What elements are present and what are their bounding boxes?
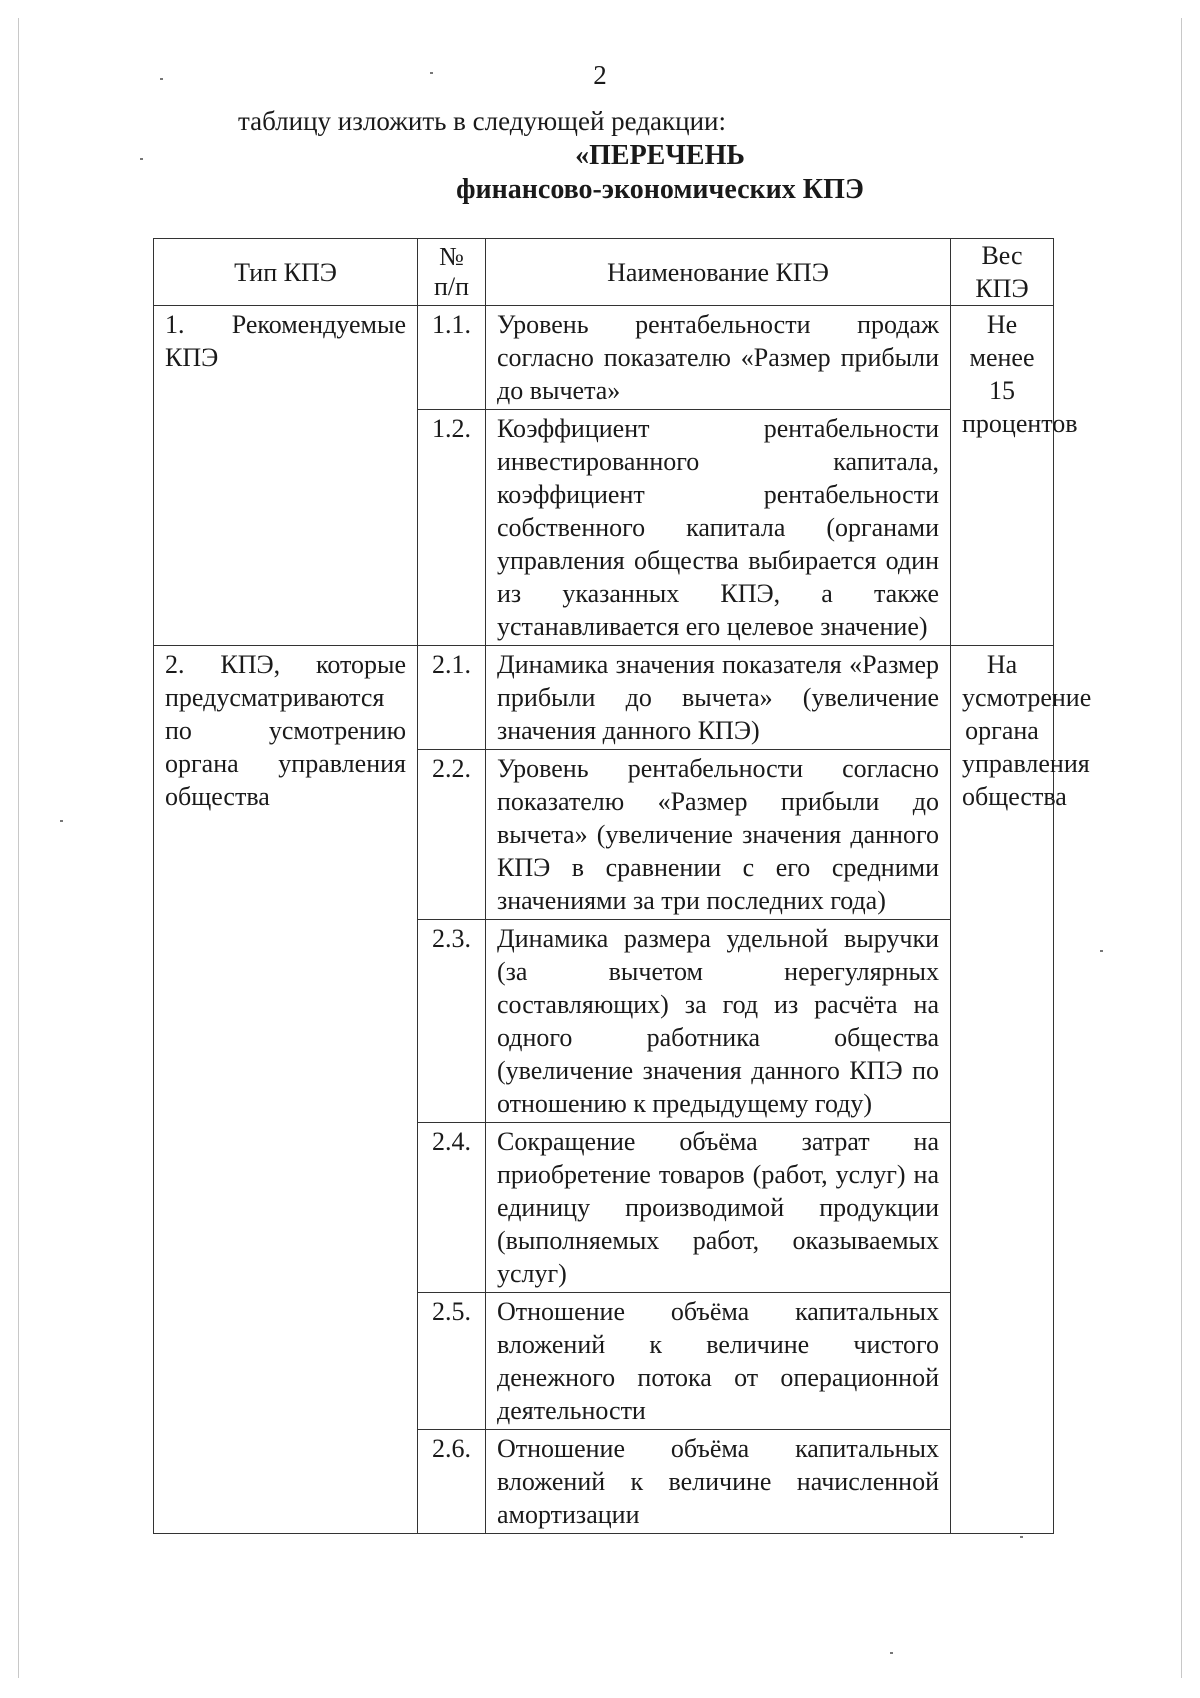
kpi-table bbox=[153, 238, 1092, 1534]
row-name: Сокращение объёма затрат на приобретение товаров (работ, услуг) на единицу производимой продукции (выполняемых работ, оказываемых услуг) bbox=[486, 1123, 951, 1293]
row-number: 2.2. bbox=[418, 750, 486, 920]
header-number-abbr: п/п bbox=[433, 272, 470, 301]
header-number bbox=[418, 239, 486, 306]
row-number: 1.1. bbox=[418, 306, 486, 410]
row-number: 2.6. bbox=[418, 1430, 486, 1534]
document-title: «ПЕРЕЧЕНЬ bbox=[575, 140, 745, 171]
header-number-sign: № bbox=[439, 242, 464, 271]
scan-speck bbox=[890, 1652, 893, 1654]
header-name: Наименование КПЭ bbox=[486, 239, 951, 306]
scan-speck bbox=[1100, 950, 1103, 952]
row-number: 2.3. bbox=[418, 920, 486, 1123]
row-number: 1.2. bbox=[418, 410, 486, 646]
group-type-cell: 1. Рекомендуемые КПЭ bbox=[154, 306, 418, 646]
scan-speck bbox=[1020, 1536, 1023, 1538]
row-name: Динамика значения показателя «Размер прибыли до вычета» (увеличение значения данного КПЭ) bbox=[486, 646, 951, 750]
group-weight-cell: На усмотрение органа управления общества bbox=[951, 646, 1054, 1534]
row-name: Отношение объёма капитальных вложений к величине начисленной амортизации bbox=[486, 1430, 951, 1534]
table-header-row bbox=[154, 239, 1054, 306]
row-name: Уровень рентабельности согласно показателю «Размер прибыли до вычета» (увеличение значения данного КПЭ в сравнении с его средними значениями за три последних года) bbox=[486, 750, 951, 920]
scan-speck bbox=[430, 72, 433, 74]
header-type: Тип КПЭ bbox=[154, 239, 418, 306]
row-name: Динамика размера удельной выручки (за вычетом нерегулярных составляющих) за год из расчёта на одного работника общества (увеличение значения данного КПЭ по отношению к предыдущему году) bbox=[486, 920, 951, 1123]
group-weight-cell: Не менее 15 процентов bbox=[951, 306, 1054, 646]
scan-speck bbox=[140, 158, 143, 160]
table-row bbox=[154, 306, 1054, 410]
row-name: Коэффициент рентабельности инвестированного капитала, коэффициент рентабельности собственного капитала (органами управления общества выбирается один из указанных КПЭ, а также устанавливается его целевое значение) bbox=[486, 410, 951, 646]
header-weight: Вес КПЭ bbox=[951, 239, 1054, 306]
row-number: 2.5. bbox=[418, 1293, 486, 1430]
intro-text: таблицу изложить в следующей редакции: bbox=[238, 106, 726, 136]
row-number: 2.4. bbox=[418, 1123, 486, 1293]
row-number: 2.1. bbox=[418, 646, 486, 750]
row-name: Уровень рентабельности продаж согласно показателю «Размер прибыли до вычета» bbox=[486, 306, 951, 410]
row-name: Отношение объёма капитальных вложений к величине чистого денежного потока от операционной деятельности bbox=[486, 1293, 951, 1430]
scan-speck bbox=[60, 820, 63, 822]
document-subtitle: финансово-экономических КПЭ bbox=[456, 174, 864, 205]
page-number: 2 bbox=[593, 60, 607, 90]
group-type-cell: 2. КПЭ, которые предусматриваются по усмотрению органа управления общества bbox=[154, 646, 418, 1534]
table-row bbox=[154, 646, 1054, 750]
scan-speck bbox=[160, 78, 163, 80]
